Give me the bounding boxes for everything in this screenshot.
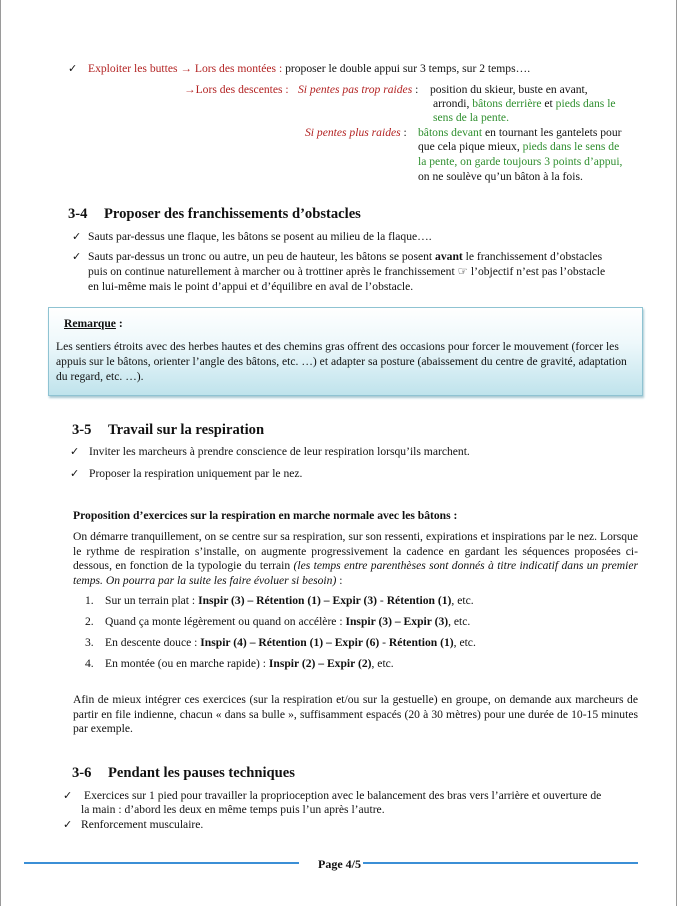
list-item: 4. En montée (ou en marche rapide) : Inspir (2) – Expir (2), etc. xyxy=(85,657,394,670)
bullet-exercices-pied-line2: la main : d’abord les deux en même temps puis l’un après l’autre. xyxy=(81,803,385,816)
check-icon: ✓ xyxy=(63,790,73,802)
remarque-text: Les sentiers étroits avec des herbes hautes et des chemins gras offrent des occasions pour forcer le mouvement (forcer les appuis sur le bâtons, orienter l’angle des bâtons, etc. …) et adapter sa posture (abaissement du centre de gravité, adaptation du regard, etc. …). xyxy=(56,340,627,383)
section-3-4-heading: 3-4 Proposer des franchissements d’obstacles xyxy=(68,206,361,222)
cond1-line3: sens de la pente. xyxy=(433,111,509,124)
cond1-label: Si pentes pas trop raides : xyxy=(298,83,419,96)
bullet-prendre-conscience: Inviter les marcheurs à prendre conscience de leur respiration lorsqu’ils marchent. xyxy=(89,445,470,458)
check-icon: ✓ xyxy=(68,63,78,75)
cond2-line2: que cela pique mieux, pieds dans le sens de xyxy=(418,140,620,153)
list-item: 3. En descente douce : Inspir (4) – Rétention (1) – Expir (6) - Rétention (1), etc. xyxy=(85,636,476,649)
bullet-tronc-line3: en lui-même mais le point d’appui et d’équilibre en aval de l’obstacle. xyxy=(88,280,414,293)
cond1-line2: arrondi, bâtons derrière et pieds dans le xyxy=(433,97,616,110)
section-3-5-heading: 3-5 Travail sur la respiration xyxy=(72,422,265,438)
bullet-flaque: Sauts par-dessus une flaque, les bâtons se posent au milieu de la flaque…. xyxy=(88,230,432,243)
check-icon: ✓ xyxy=(70,468,80,480)
bullet-exercices-pied-line1: Exercices sur 1 pied pour travailler la proprioception avec le balancement des bras vers l’arrière et ouverture de xyxy=(84,789,602,802)
bullet-exploiter-buttes: Exploiter les buttes → Lors des montées : proposer le double appui sur 3 temps, sur 2 temps…. xyxy=(88,62,531,75)
list-item: 2. Quand ça monte légèrement ou quand on accélère : Inspir (3) – Expir (3), etc. xyxy=(85,615,471,628)
check-icon: ✓ xyxy=(63,819,73,831)
bullet-renforcement: Renforcement musculaire. xyxy=(81,818,204,831)
section-3-6-heading: 3-6 Pendant les pauses techniques xyxy=(72,765,295,781)
page-number: Page 4/5 xyxy=(318,857,361,871)
check-icon: ✓ xyxy=(72,251,82,263)
remarque-box xyxy=(48,307,643,396)
exercises-paragraph: On démarre tranquillement, on se centre sur sa respiration, sur son ressenti, expirations et inspirations par le nez. Lorsque le rythme de respiration s’installe, on augmente progressivement la cadence en gardant les séquences proposées ci-dessous, en fonction de la typologie du terrain (les temps entre parenthèses sont donnés à titre indicatif dans un premier temps. On pourra par la suite les faire évoluer si besoin) : xyxy=(73,530,638,587)
cond2-line3: la pente, on garde toujours 3 points d’appui, xyxy=(418,155,623,168)
descentes-label: →Lors des descentes : xyxy=(184,83,289,96)
bullet-respiration-nez: Proposer la respiration uniquement par le nez. xyxy=(89,467,303,480)
cond2-line4: on ne soulève qu’un bâton à la fois. xyxy=(418,170,583,183)
cond2-label: Si pentes plus raides : xyxy=(305,126,407,139)
check-icon: ✓ xyxy=(70,446,80,458)
cond2-line1: bâtons devant en tournant les gantelets pour xyxy=(418,126,622,139)
list-item: 1. Sur un terrain plat : Inspir (3) – Rétention (1) – Expir (3) - Rétention (1), etc. xyxy=(85,594,474,607)
bullet-tronc-line1: Sauts par-dessus un tronc ou autre, un peu de hauteur, les bâtons se posent avant le franchissement d’obstacles xyxy=(88,250,603,263)
check-icon: ✓ xyxy=(72,231,82,243)
bullet-tronc-line2: puis on continue naturellement à marcher ou à trottiner après le franchissement ☞ l’objectif n’est pas l’obstacle xyxy=(88,265,606,278)
cond1-line1: position du skieur, buste en avant, xyxy=(430,83,588,96)
group-paragraph: Afin de mieux intégrer ces exercices (sur la respiration et/ou sur la gestuelle) en groupe, on demande aux marcheurs de partir en file indienne, chacun « dans sa bulle », suffisamment espacés (20 à 30 mètres) pour une durée de 10-15 minutes par exemple. xyxy=(73,693,638,736)
remarque-title: Remarque : xyxy=(64,317,123,330)
exercises-subtitle: Proposition d’exercices sur la respiration en marche normale avec les bâtons : xyxy=(73,509,458,522)
